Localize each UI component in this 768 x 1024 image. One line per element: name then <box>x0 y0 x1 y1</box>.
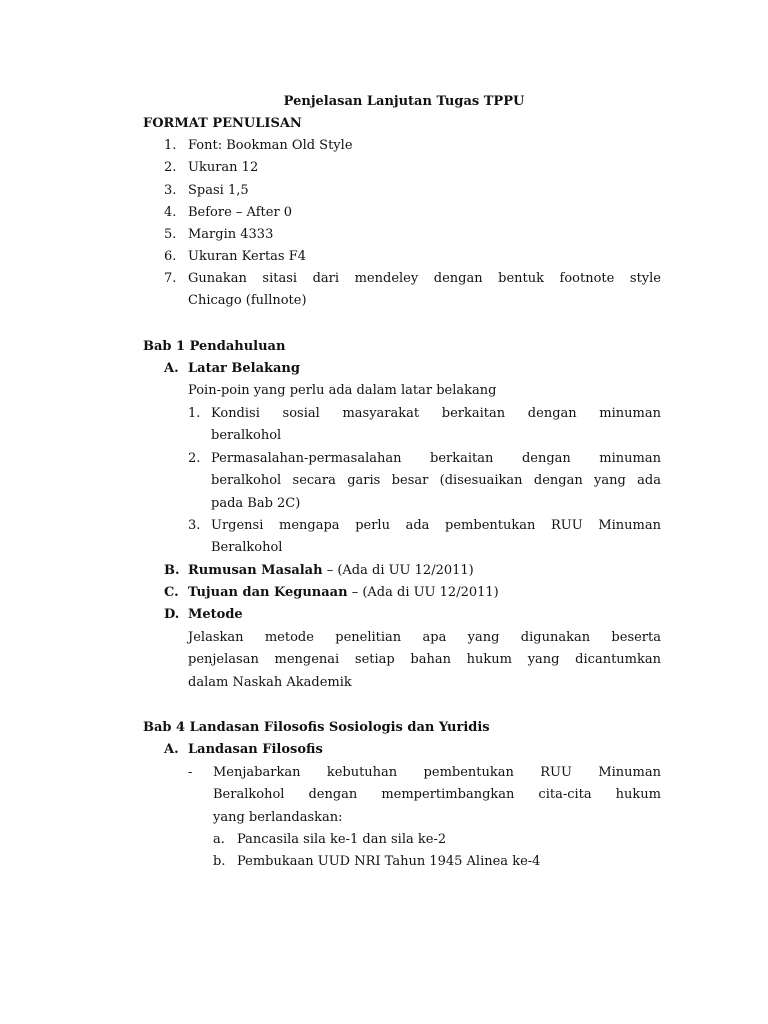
latar-point <box>188 448 661 515</box>
bab1-heading: Bab 1 Pendahuluan <box>143 339 286 354</box>
sub-item <box>213 851 661 873</box>
list-number: 1. <box>164 138 177 153</box>
list-number: 1. <box>188 406 201 421</box>
list-text-line: beralkohol <box>211 428 282 444</box>
format-item <box>164 246 306 268</box>
section-title: Landasan Filosofis <box>188 742 323 757</box>
document-title: Penjelasan Lanjutan Tugas TPPU <box>283 94 525 109</box>
sub-letter: b. <box>213 854 226 870</box>
filosofis-point <box>188 762 661 873</box>
section-letter: B. <box>164 563 180 578</box>
list-number: 5. <box>164 227 177 242</box>
section-heading-a <box>164 739 323 761</box>
section-note: – (Ada di UU 12/2011) <box>347 585 499 600</box>
list-text-line: Menjabarkan kebutuhan pembentukan RUU Minuman <box>213 765 661 780</box>
list-dash: - <box>188 765 193 780</box>
list-text: Spasi 1,5 <box>188 183 249 198</box>
section-note: – (Ada di UU 12/2011) <box>322 563 474 578</box>
list-text-line: Permasalahan-permasalahan berkaitan dengan minuman <box>211 451 661 466</box>
bab4-heading: Bab 4 Landasan Filosofis Sosiologis dan Yuridis <box>143 720 490 735</box>
list-text-line: pada Bab 2C) <box>211 495 301 511</box>
section-letter: A. <box>164 361 179 376</box>
section-heading-c <box>164 582 499 604</box>
list-text-line: Beralkohol dengan mempertimbangkan cita-cita hukum <box>213 787 661 803</box>
list-number: 3. <box>164 183 177 198</box>
list-number: 2. <box>164 160 177 175</box>
format-item <box>164 157 258 179</box>
list-number: 7. <box>164 271 177 286</box>
format-item <box>164 224 273 246</box>
paragraph-line: Jelaskan metode penelitian apa yang digunakan beserta <box>188 630 661 645</box>
section-title: Tujuan dan Kegunaan <box>188 585 348 600</box>
sub-text: Pancasila sila ke-1 dan sila ke-2 <box>237 831 447 847</box>
list-number: 2. <box>188 451 201 466</box>
list-number: 6. <box>164 249 177 264</box>
section-letter: A. <box>164 742 179 757</box>
latar-point <box>188 515 661 560</box>
format-item <box>164 180 249 202</box>
sub-letter: a. <box>213 831 225 847</box>
list-text-line: yang berlandaskan: <box>213 809 343 825</box>
metode-paragraph <box>188 627 661 694</box>
section-title: Metode <box>188 607 243 622</box>
section-title: Rumusan Masalah <box>188 563 323 578</box>
paragraph-line: dalam Naskah Akademik <box>188 674 352 690</box>
sub-text: Pembukaan UUD NRI Tahun 1945 Alinea ke-4 <box>237 854 541 870</box>
list-text-line: Gunakan sitasi dari mendeley dengan bentuk footnote style <box>188 271 661 286</box>
list-text-line: beralkohol secara garis besar (disesuaikan dengan yang ada <box>211 473 661 489</box>
format-item <box>164 268 661 313</box>
section-title: Latar Belakang <box>188 361 300 376</box>
section-letter: D. <box>164 607 180 622</box>
format-item <box>164 135 353 157</box>
section-letter: C. <box>164 585 179 600</box>
latar-point <box>188 403 661 448</box>
list-text: Ukuran Kertas F4 <box>188 249 307 264</box>
list-text-line: Chicago (fullnote) <box>188 293 307 309</box>
format-item <box>164 202 292 224</box>
list-text-line: Beralkohol <box>211 540 283 556</box>
list-number: 3. <box>188 518 201 533</box>
sub-item <box>213 829 661 851</box>
latar-intro: Poin-poin yang perlu ada dalam latar belakang <box>188 383 497 398</box>
list-text: Ukuran 12 <box>188 160 259 175</box>
section-heading-a <box>164 358 300 380</box>
paragraph-line: penjelasan mengenai setiap bahan hukum yang dicantumkan <box>188 652 661 668</box>
list-text: Font: Bookman Old Style <box>188 138 353 153</box>
section-heading-b <box>164 560 474 582</box>
list-number: 4. <box>164 205 177 220</box>
list-text: Before – After 0 <box>188 205 293 220</box>
list-text: Margin 4333 <box>188 227 274 242</box>
list-text-line: Urgensi mengapa perlu ada pembentukan RUU Minuman <box>211 518 661 533</box>
section-heading-d <box>164 604 243 626</box>
format-heading: FORMAT PENULISAN <box>143 116 302 131</box>
list-text-line: Kondisi sosial masyarakat berkaitan dengan minuman <box>211 406 661 421</box>
